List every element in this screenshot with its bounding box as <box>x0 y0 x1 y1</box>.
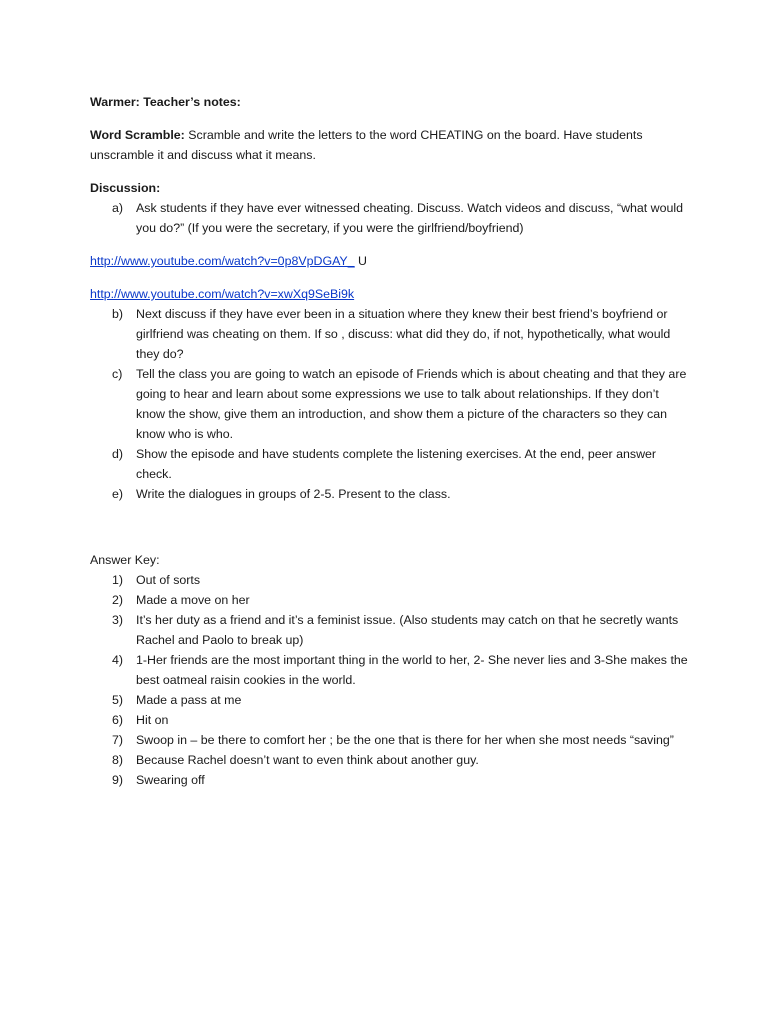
list-marker: e) <box>112 487 124 501</box>
answer-text: 1-Her friends are the most important thing in the world to her, 2- She never lies and 3-She makes the best oatmeal raisin cookies in the world. <box>136 653 688 687</box>
answer-text: It’s her duty as a friend and it’s a feminist issue. (Also students may catch on that he secretly wants Rachel and Paolo to break up) <box>136 613 679 647</box>
answer-key-list <box>90 570 690 790</box>
discussion-list-part2 <box>90 304 690 504</box>
discussion-item-b <box>90 304 690 364</box>
list-marker: 8) <box>112 753 124 767</box>
discussion-list-part1 <box>90 198 690 238</box>
list-item-text: Ask students if they have ever witnessed cheating. Discuss. Watch videos and discuss, “what would you do?” (If you were the secretary, if you were the girlfriend/boyfriend) <box>136 201 684 235</box>
answer-key-label: Answer Key: <box>90 553 160 567</box>
video-link-row-2 <box>90 284 690 304</box>
video-link-row-1 <box>90 251 690 271</box>
answer-item <box>90 650 690 690</box>
answer-text: Because Rachel doesn’t want to even think about another guy. <box>136 753 479 767</box>
list-marker: 5) <box>112 693 124 707</box>
list-marker: 2) <box>112 593 124 607</box>
answer-text: Swearing off <box>136 773 205 787</box>
answer-item <box>90 690 690 710</box>
list-marker: 1) <box>112 573 124 587</box>
list-marker: 4) <box>112 653 124 667</box>
discussion-item-e <box>90 484 690 504</box>
answer-item <box>90 570 690 590</box>
discussion-label: Discussion: <box>90 181 161 195</box>
answer-item <box>90 770 690 790</box>
list-marker: a) <box>112 201 124 215</box>
list-marker: d) <box>112 447 124 461</box>
list-item-text: Show the episode and have students complete the listening exercises. At the end, peer answer check. <box>136 447 657 481</box>
answer-item <box>90 730 690 750</box>
answer-text: Swoop in – be there to comfort her ; be the one that is there for her when she most needs “saving” <box>136 733 674 747</box>
video-link-2[interactable]: http://www.youtube.com/watch?v=xwXq9SeBi9k <box>90 287 355 301</box>
answer-text: Hit on <box>136 713 169 727</box>
answer-text: Out of sorts <box>136 573 201 587</box>
list-marker: 3) <box>112 613 124 627</box>
list-item-text: Write the dialogues in groups of 2-5. Present to the class. <box>136 487 451 501</box>
list-marker: b) <box>112 307 124 321</box>
list-item-text: Tell the class you are going to watch an episode of Friends which is about cheating and that they are going to hear and learn about some expressions we use to talk about relationships. If they don’t know the show, give them an introduction, and show them a picture of the characters so they can know who is who. <box>136 367 687 441</box>
word-scramble-paragraph <box>90 125 690 165</box>
word-scramble-label: Word Scramble: <box>90 128 185 142</box>
document-page <box>90 92 690 790</box>
answer-item <box>90 610 690 650</box>
answer-text: Made a move on her <box>136 593 250 607</box>
list-marker: c) <box>112 367 123 381</box>
answer-item <box>90 590 690 610</box>
link-trailing-text: U <box>354 254 367 268</box>
discussion-item-c <box>90 364 690 444</box>
answer-item <box>90 750 690 770</box>
discussion-item-a <box>90 198 690 238</box>
video-link-1[interactable]: http://www.youtube.com/watch?v=0p8VpDGAY_ <box>90 254 355 268</box>
list-marker: 9) <box>112 773 124 787</box>
discussion-item-d <box>90 444 690 484</box>
list-marker: 7) <box>112 733 124 747</box>
answer-item <box>90 710 690 730</box>
word-scramble-text: Scramble and write the letters to the word CHEATING on the board. Have students unscramble it and discuss what it means. <box>90 128 643 162</box>
list-marker: 6) <box>112 713 124 727</box>
answer-text: Made a pass at me <box>136 693 242 707</box>
list-item-text: Next discuss if they have ever been in a situation where they knew their best friend’s boyfriend or girlfriend was cheating on them. If so , discuss: what did they do, if not, hypothetically, what would they do? <box>136 307 671 361</box>
document-heading: Warmer: Teacher’s notes: <box>90 95 241 109</box>
